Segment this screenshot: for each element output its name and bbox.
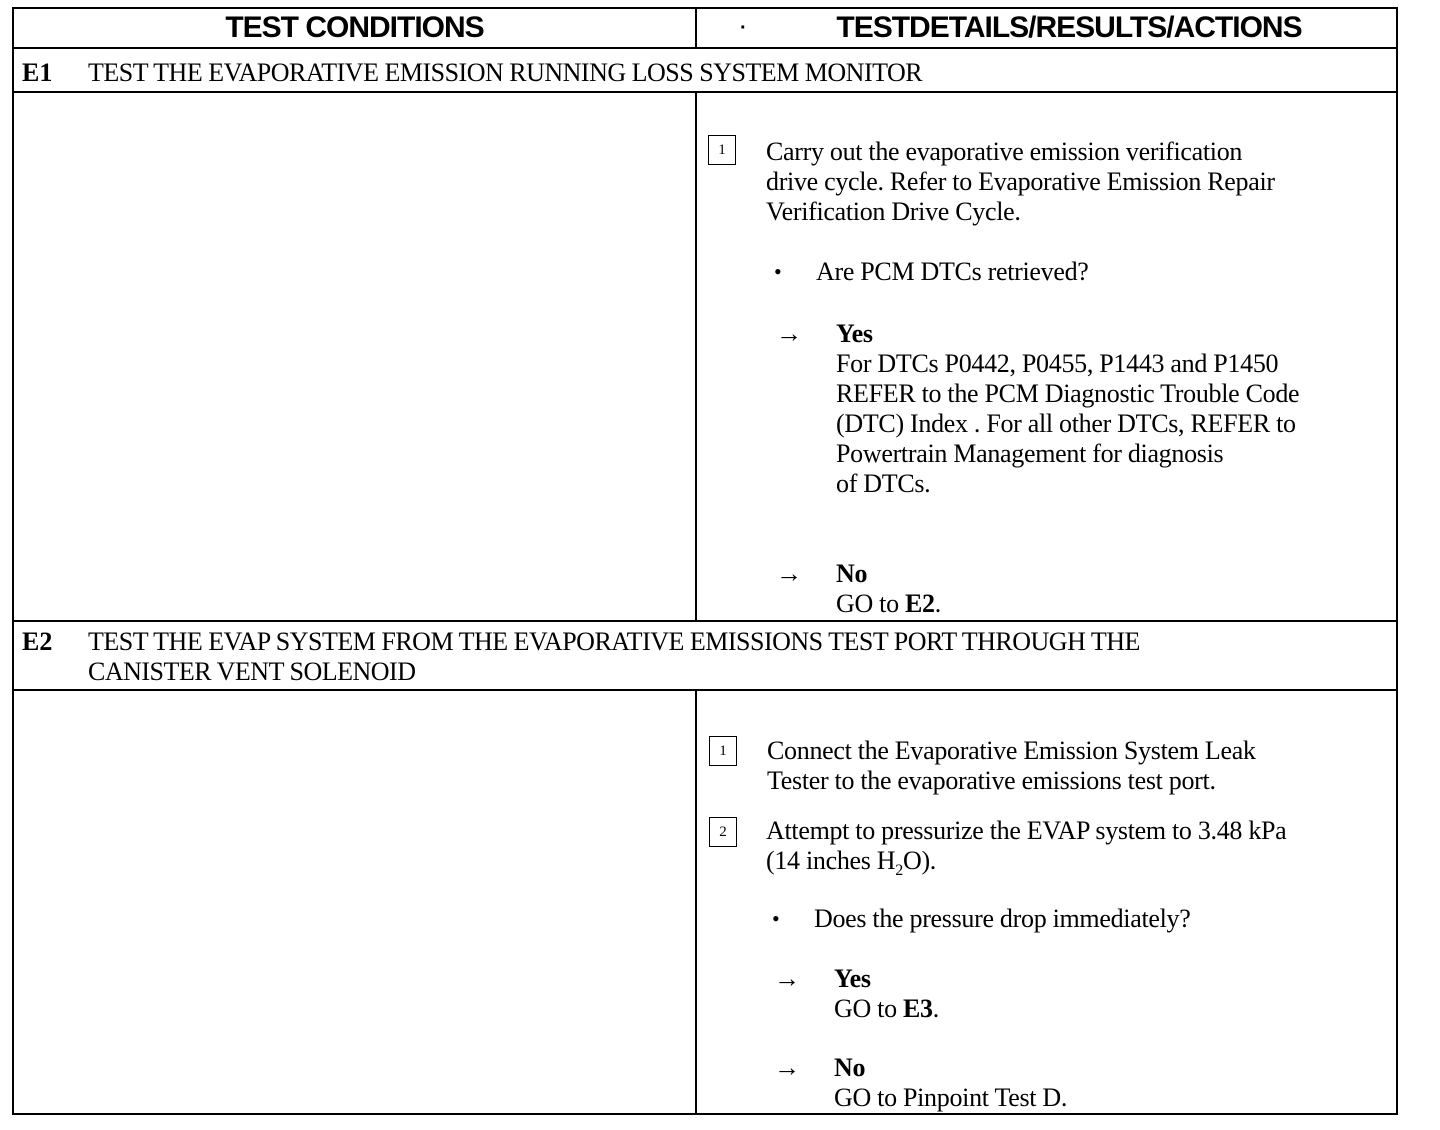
e2-title-line: TEST THE EVAP SYSTEM FROM THE EVAPORATIVE EMISSIONS TEST PORT THROUGH THE (88, 627, 1140, 656)
e2-yes-arrow-icon: → (774, 964, 800, 993)
e1-yes-label: Yes (836, 319, 873, 348)
e1-yes-line: REFER to the PCM Diagnostic Trouble Code (836, 379, 1300, 408)
e1-yes-line: of DTCs. (836, 469, 931, 498)
e1-no-arrow-icon: → (776, 559, 802, 588)
e1-step1-text (766, 137, 1275, 227)
e2-no-label: No (834, 1053, 866, 1082)
e2-step2-box: 2 (709, 817, 737, 847)
e2-step2-text (766, 816, 1286, 886)
header-divider (14, 47, 1396, 49)
e1-step1-line: drive cycle. Refer to Evaporative Emission Repair (766, 167, 1275, 196)
e2-title-line: CANISTER VENT SOLENOID (88, 657, 416, 686)
e1-no-action (836, 589, 941, 619)
e2-step2-line2-pre: (14 inches H (766, 846, 896, 875)
e1-yes-arrow-icon: → (776, 319, 802, 348)
e1-step1-line: Verification Drive Cycle. (766, 197, 1021, 226)
e2-step2-line1: Attempt to pressurize the EVAP system to 3.48 kPa (766, 816, 1287, 845)
e1-question: Are PCM DTCs retrieved? (816, 257, 1089, 286)
header-test-conditions: TEST CONDITIONS (225, 11, 484, 44)
e1-step1-line: Carry out the evaporative emission verification (766, 137, 1243, 166)
e1-yes-line: For DTCs P0442, P0455, P1443 and P1450 (836, 349, 1279, 378)
e2-id: E2 (22, 627, 53, 656)
e2-no-action-link[interactable]: GO to Pinpoint Test D. (834, 1083, 1068, 1112)
e1-yes-line: (DTC) Index . For all other DTCs, REFER to (836, 409, 1296, 438)
e2-step2-line2-post: O). (902, 846, 937, 875)
e2-bullet: • (772, 906, 780, 931)
e2-title (88, 627, 1140, 687)
e2-yes-action (834, 994, 939, 1024)
e2-step2-line2 (766, 846, 1286, 886)
e1-yes-text (836, 349, 1299, 499)
e2-yes-target-link[interactable]: E3 (902, 994, 933, 1023)
e1-no-target-link[interactable]: E2 (904, 589, 935, 618)
column-divider-header (695, 9, 697, 49)
e2-no-arrow-icon: → (774, 1053, 800, 1082)
e2-section-divider (14, 620, 1396, 622)
e1-title: TEST THE EVAPORATIVE EMISSION RUNNING LOSS SYSTEM MONITOR (88, 58, 923, 87)
e1-no-suffix: . (934, 589, 941, 618)
column-divider-e2 (695, 689, 697, 1115)
e2-yes-suffix: . (932, 994, 939, 1023)
e1-no-label: No (836, 559, 868, 588)
header-dot: · (740, 17, 747, 39)
e1-no-prefix: GO to (836, 589, 905, 618)
e2-yes-label: Yes (834, 964, 871, 993)
e2-title-divider (14, 689, 1396, 691)
e2-yes-prefix: GO to (834, 994, 903, 1023)
e2-step1-line: Connect the Evaporative Emission System Leak (767, 736, 1256, 765)
e2-step1-box: 1 (709, 736, 737, 766)
e2-question: Does the pressure drop immediately? (814, 904, 1191, 933)
column-divider-e1 (695, 91, 697, 622)
e2-step1-line: Tester to the evaporative emissions test port. (767, 766, 1216, 795)
e1-id: E1 (22, 58, 53, 87)
e2-step2-line2-sub: 2 (895, 862, 903, 880)
diagnostic-test-table (12, 7, 1398, 1115)
header-test-details: TESTDETAILS/RESULTS/ACTIONS (836, 11, 1302, 44)
e2-step1-text (767, 736, 1256, 796)
e1-bullet: • (774, 259, 782, 284)
e1-title-divider (14, 91, 1396, 93)
e1-yes-line: Powertrain Management for diagnosis (836, 439, 1224, 468)
e1-step1-box: 1 (708, 135, 736, 165)
